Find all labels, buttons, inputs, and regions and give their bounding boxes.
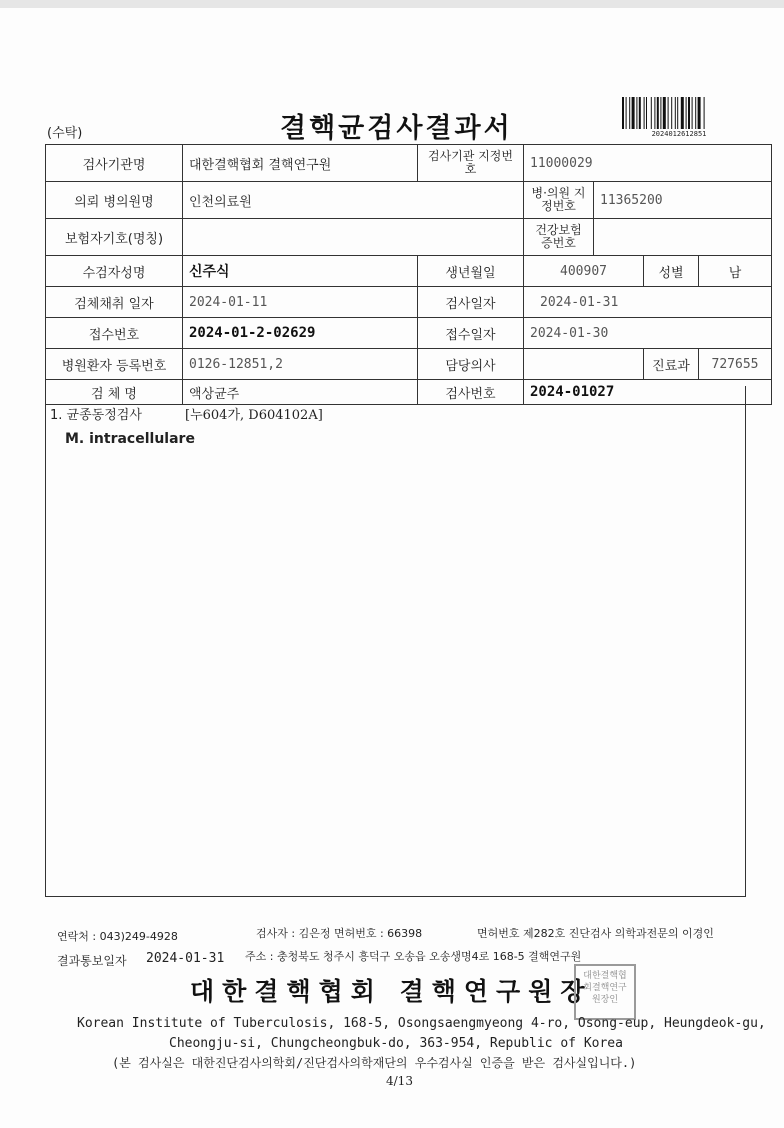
receipt-number-value: 2024-01-2-02629 [183,318,418,349]
requesting-clinic-label: 의뢰 병의원명 [46,182,183,219]
test-date-label: 검사일자 [418,287,524,318]
specialist-license: 면허번호 제282호 진단검사 의학과전문의 이경인 [477,927,714,940]
certification-note: (본 검사실은 대한진단검사의학회/진단검사의학재단의 우수검사실 인증을 받은 검사실입니다.) [112,1056,637,1070]
insured-label: 보험자기호(명칭) [46,219,183,256]
test-number-label: 검사번호 [418,380,524,405]
birth-date-value: 400907 [524,256,644,287]
document-title: 결핵균검사결과서 [280,113,513,144]
barcode-image [622,97,736,129]
institution-value: 대한결핵협회 결핵연구원 [183,145,418,182]
organization-name: 대한결핵협회 결핵연구원장 [190,977,593,1006]
hospital-registration-label: 병원환자 등록번호 [46,349,183,380]
birth-date-label: 생년월일 [418,256,524,287]
contact-info: 연락처 : 043)249-4928 [57,930,178,943]
doctor-value [524,349,644,380]
english-address-line1: Korean Institute of Tuberculosis, 168-5, Osongsaengmyeong 4-ro, Osong-eup, Heungdeok-gu, [77,1016,766,1031]
specimen-value: 액상균주 [183,380,418,405]
institution-label: 검사기관명 [46,145,183,182]
patient-name-value: 신주식 [183,256,418,287]
department-label: 진료과 [644,349,699,380]
insured-value [183,219,524,256]
health-insurance-label: 건강보험 증번호 [524,219,594,256]
collection-date-value: 2024-01-11 [183,287,418,318]
sex-label: 성별 [644,256,699,287]
result-organism: M. intracellulare [65,431,195,447]
doctor-label: 담당의사 [418,349,524,380]
consignment-tag: (수탁) [47,126,83,141]
notify-date-label: 결과통보일자 [57,954,127,968]
notify-date-value: 2024-01-31 [146,951,225,966]
health-insurance-value [594,219,772,256]
collection-date-label: 검체채취 일자 [46,287,183,318]
inst-designation-value: 11000029 [524,145,772,182]
examiner-info: 검사자 : 김은정 면허번호 : 66398 [256,927,423,940]
patient-name-label: 수검자성명 [46,256,183,287]
page-number: 4/13 [386,1074,413,1088]
receipt-date-label: 접수일자 [418,318,524,349]
patient-info-table [45,144,772,405]
department-value: 727655 [699,349,772,380]
clinic-designation-value: 11365200 [594,182,772,219]
inst-designation-label: 검사기관 지정번호 [418,145,524,182]
clinic-designation-label: 병·의원 지정번호 [524,182,594,219]
receipt-number-label: 접수번호 [46,318,183,349]
receipt-date-value: 2024-01-30 [524,318,772,349]
barcode-number: 2024012612851 [651,130,707,138]
test-date-value: 2024-01-31 [524,287,772,318]
requesting-clinic-value: 인천의료원 [183,182,524,219]
result-box [45,386,746,897]
result-item: 1. 균종동정검사 [50,408,142,423]
specimen-label: 검 체 명 [46,380,183,405]
hospital-registration-value: 0126-12851,2 [183,349,418,380]
institute-address: 주소 : 충청북도 청주시 흥덕구 오송읍 오송생명4로 168-5 결핵연구원 [245,950,582,963]
test-number-value: 2024-01027 [524,380,772,405]
sex-value: 남 [699,256,772,287]
result-code: [누604가, D604102A] [185,408,323,423]
official-seal-stamp [574,964,636,1020]
english-address-line2: Cheongju-si, Chungcheongbuk-do, 363-954, Republic of Korea [169,1036,623,1051]
top-bar [0,0,784,8]
seal-text: 대한결핵협회결핵연구원장인 [583,971,627,1005]
